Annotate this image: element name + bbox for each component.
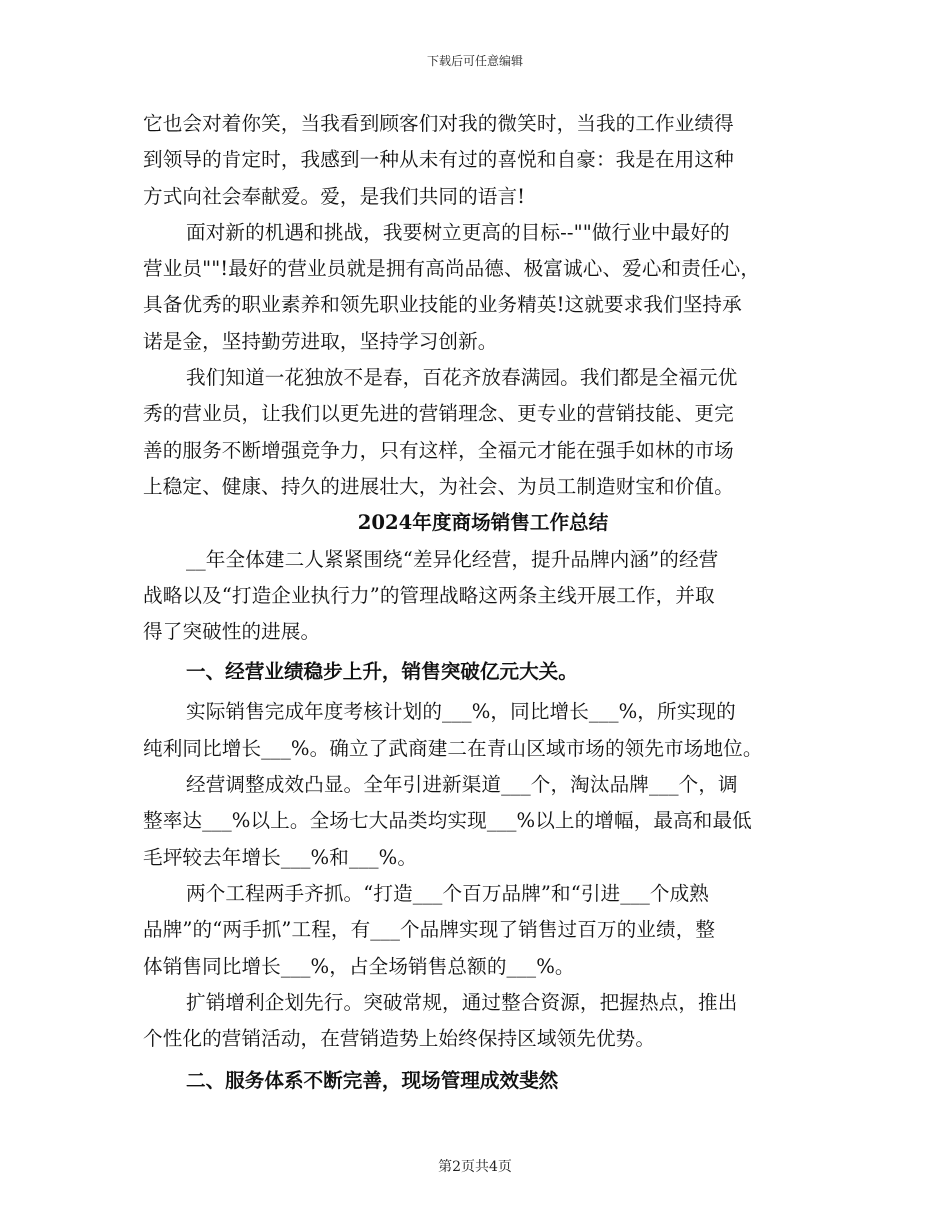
paragraph-two-projects [143, 876, 823, 985]
paragraph-adjustment [143, 767, 823, 876]
text-line: 个性化的营销活动，在营销造势上始终保持区域领先优势。 [143, 1027, 656, 1051]
text-line: 秀的营业员，让我们以更先进的营销理念、更专业的营销技能、更完 [143, 402, 734, 426]
text-line: 它也会对着你笑，当我看到顾客们对我的微笑时，当我的工作业绩得 [143, 112, 734, 135]
page-footer: 第2页共4页 [438, 1159, 512, 1175]
text-line: 体销售同比增长___%，占全场销售总额的___%。 [143, 954, 575, 978]
text-line: 上稳定、健康、持久的进展壮大，为社会、为员工制造财宝和价值。 [143, 474, 734, 498]
section-heading-2: 二、服务体系不断完善，现场管理成效斐然 [186, 1069, 559, 1093]
paragraph-overview [143, 542, 823, 651]
paragraph-sales-result [143, 694, 823, 767]
text-line: 我们知道一花独放不是春，百花齐放春满园。我们都是全福元优 [186, 366, 738, 390]
text-line: 经营调整成效凸显。全年引进新渠道___个，淘汰品牌___个，调 [186, 773, 738, 797]
text-line: 实际销售完成年度考核计划的___%，同比增长___%，所实现的 [186, 700, 736, 724]
text-line: __年全体建二人紧紧围绕“差异化经营，提升品牌内涵”的经营 [186, 547, 719, 571]
text-line: 得了突破性的进展。 [143, 620, 321, 644]
text-line: 善的服务不断增强竞争力，只有这样，全福元才能在强手如林的市场 [143, 438, 734, 462]
text-line: 具备优秀的职业素养和领先职业技能的业务精英!这就要求我们坚持承 [143, 293, 742, 317]
text-line: 到领导的肯定时，我感到一种从未有过的喜悦和自豪：我是在用这种 [143, 148, 734, 172]
text-line: 方式向社会奉献爱。爱，是我们共同的语言! [143, 184, 526, 208]
text-line: 两个工程两手齐抓。“打造___个百万品牌”和“引进___个成熟 [186, 881, 709, 905]
text-line: 纯利同比增长___%。确立了武商建二在青山区域市场的领先市场地位。 [143, 736, 763, 760]
text-line: 扩销增利企划先行。突破常规，通过整合资源，把握热点，推出 [186, 990, 738, 1014]
text-line: 品牌”的“两手抓”工程，有___个品牌实现了销售过百万的业绩，整 [143, 918, 716, 942]
page-header: 下载后可任意编辑 [426, 54, 523, 68]
paragraph-intro [143, 106, 823, 215]
document-body [143, 106, 823, 1101]
text-line: 面对新的机遇和挑战，我要树立更高的目标--""做行业中最好的 [186, 220, 730, 244]
text-line: 毛坪较去年增长___%和___%。 [143, 845, 418, 869]
text-line: 战略以及“打造企业执行力”的管理战略这两条主线开展工作，并取 [143, 583, 715, 607]
document-title: 2024年度商场销售工作总结 [357, 511, 609, 535]
text-line: 整率达___%以上。全场七大品类均实现___%以上的增幅，最高和最低 [143, 809, 752, 833]
text-line: 营业员""!最好的营业员就是拥有高尚品德、极富诚心、爱心和责任心， [143, 257, 761, 281]
section-heading-1: 一、经营业绩稳步上升，销售突破亿元大关。 [186, 660, 578, 684]
paragraph-marketing [143, 985, 823, 1058]
paragraph-new-goal [143, 215, 823, 360]
paragraph-spring [143, 360, 823, 505]
text-line: 诺是金，坚持勤劳进取，坚持学习创新。 [143, 329, 498, 353]
